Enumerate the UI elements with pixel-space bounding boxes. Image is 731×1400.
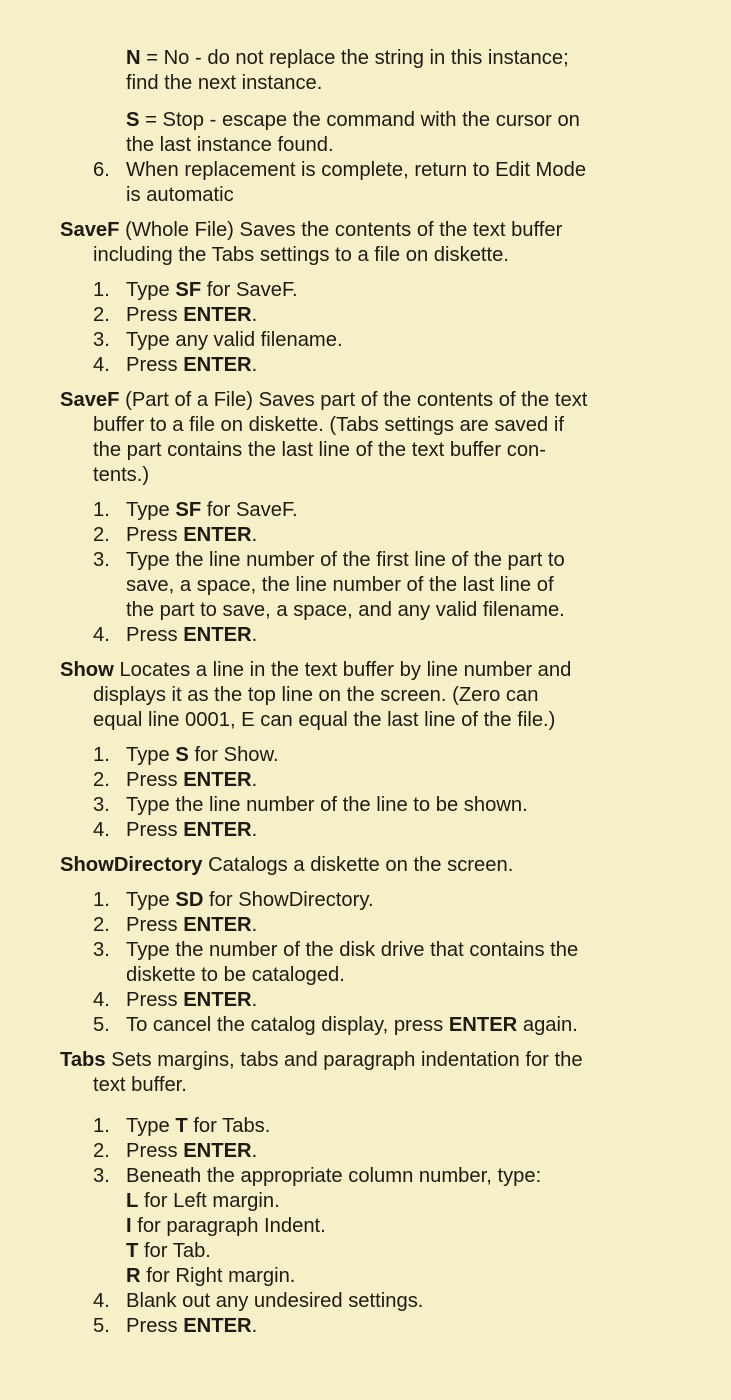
step-text: . <box>251 524 258 546</box>
entry-term: Tabs <box>60 1049 106 1071</box>
step-keyword: ENTER <box>183 354 252 376</box>
step-number: 6. <box>93 159 110 181</box>
step-item <box>0 793 701 818</box>
step-item <box>0 1139 701 1164</box>
step-item <box>0 1314 701 1339</box>
step-text: diskette to be cataloged. <box>126 964 345 986</box>
entry-savef-part <box>60 388 697 488</box>
step-number: 1. <box>93 1115 110 1137</box>
entry-desc: the part contains the last line of the text buffer con- <box>93 439 546 461</box>
step-number: 4. <box>93 1290 110 1312</box>
step-item <box>0 278 701 303</box>
step-keyword: ENTER <box>183 1315 252 1337</box>
code-key: T <box>126 1240 139 1262</box>
entry-desc: Catalogs a diskette on the screen. <box>202 854 514 876</box>
step-text: Type <box>126 889 176 911</box>
step-keyword: ENTER <box>183 1140 252 1162</box>
step-text: is automatic <box>126 184 234 206</box>
step-keyword: SF <box>175 279 202 301</box>
step-number: 2. <box>93 1140 110 1162</box>
entry-desc: equal line 0001, E can equal the last line of the file.) <box>93 709 556 731</box>
step-number: 1. <box>93 499 110 521</box>
step-item <box>0 1289 701 1314</box>
step-item <box>0 768 701 793</box>
step-text: Press <box>126 304 184 326</box>
code-text: for paragraph Indent. <box>131 1215 326 1237</box>
option-text: = No - do not replace the string in this instance; <box>140 47 569 69</box>
step-text: Press <box>126 769 184 791</box>
step-item <box>0 1114 701 1139</box>
step-text: Type <box>126 499 176 521</box>
entry-desc: (Whole File) Saves the contents of the text buffer <box>119 219 563 241</box>
step-number: 4. <box>93 354 110 376</box>
option-text: the last instance found. <box>126 134 334 156</box>
step-text: the part to save, a space, and any valid filename. <box>126 599 565 621</box>
step-item <box>0 988 701 1013</box>
step-number: 2. <box>93 304 110 326</box>
entry-desc: including the Tabs settings to a file on diskette. <box>93 244 509 266</box>
step-text: . <box>251 624 258 646</box>
code-text: for Left margin. <box>138 1190 280 1212</box>
entry-desc: (Part of a File) Saves part of the contents of the text <box>119 389 588 411</box>
step-text: Press <box>126 624 184 646</box>
option-text: = Stop - escape the command with the cursor on <box>139 109 580 131</box>
entry-desc: tents.) <box>93 464 150 486</box>
entry-desc: Sets margins, tabs and paragraph indentation for the <box>105 1049 583 1071</box>
step-keyword: ENTER <box>183 524 252 546</box>
step-number: 3. <box>93 939 110 961</box>
step-text: Press <box>126 524 184 546</box>
entry-savef-whole <box>60 218 697 268</box>
step-text: again. <box>517 1014 578 1036</box>
steps-show <box>0 743 731 843</box>
step-text: Type the line number of the line to be shown. <box>126 794 528 816</box>
step-item <box>0 548 701 623</box>
step-keyword: ENTER <box>183 914 252 936</box>
step-text: To cancel the catalog display, press <box>126 1014 449 1036</box>
step-item <box>0 938 701 988</box>
step-number: 3. <box>93 329 110 351</box>
step-item <box>0 743 701 768</box>
step-number: 2. <box>93 769 110 791</box>
step-item <box>0 888 701 913</box>
step-keyword: ENTER <box>448 1014 518 1036</box>
step-keyword: ENTER <box>183 624 252 646</box>
step-text: Press <box>126 819 184 841</box>
step-number: 3. <box>93 549 110 571</box>
step-number: 4. <box>93 624 110 646</box>
step-keyword: S <box>175 744 189 766</box>
step-text: . <box>251 354 258 376</box>
step-number: 4. <box>93 819 110 841</box>
entry-term: Show <box>60 659 114 681</box>
steps-showdirectory <box>0 888 731 1038</box>
entry-desc: buffer to a file on diskette. (Tabs settings are saved if <box>93 414 564 436</box>
step-text: Type <box>126 279 176 301</box>
entry-term: ShowDirectory <box>60 854 203 876</box>
step-text: . <box>251 819 258 841</box>
entry-term: SaveF <box>60 219 120 241</box>
code-key: R <box>126 1265 141 1287</box>
entry-desc: text buffer. <box>93 1074 187 1096</box>
option-no <box>126 46 701 96</box>
step-item <box>0 328 701 353</box>
step-text: Type the number of the disk drive that contains the <box>126 939 579 961</box>
step-text: Press <box>126 354 184 376</box>
step-number: 1. <box>93 744 110 766</box>
step-number: 4. <box>93 989 110 1011</box>
step-item <box>0 1013 701 1038</box>
step-text: Press <box>126 1140 184 1162</box>
step-text: for Tabs. <box>187 1115 271 1137</box>
entry-desc: Locates a line in the text buffer by line number and <box>113 659 572 681</box>
step-item <box>0 523 701 548</box>
step-text: Press <box>126 989 184 1011</box>
code-key: I <box>126 1215 132 1237</box>
step-text: save, a space, the line number of the last line of <box>126 574 554 596</box>
option-text: find the next instance. <box>126 72 323 94</box>
step-item <box>0 818 701 843</box>
step-text: When replacement is complete, return to Edit Mode <box>126 159 587 181</box>
option-stop <box>126 108 701 158</box>
step-number: 1. <box>93 889 110 911</box>
step-text: . <box>251 1140 258 1162</box>
step-text: Press <box>126 914 184 936</box>
step-text: Type the line number of the first line of the part to <box>126 549 565 571</box>
option-key: N <box>126 47 141 69</box>
step-item <box>0 623 701 648</box>
code-text: for Tab. <box>138 1240 211 1262</box>
entry-tabs <box>60 1048 697 1098</box>
step-keyword: ENTER <box>183 989 252 1011</box>
entry-show <box>60 658 697 733</box>
step-text: . <box>251 769 258 791</box>
step-number: 2. <box>93 914 110 936</box>
step-number: 5. <box>93 1014 110 1036</box>
step-keyword: ENTER <box>183 819 252 841</box>
step-text: . <box>251 304 258 326</box>
code-key: L <box>126 1190 139 1212</box>
step-keyword: ENTER <box>183 304 252 326</box>
step-keyword: SD <box>175 889 204 911</box>
step-text: . <box>251 914 258 936</box>
step-number: 2. <box>93 524 110 546</box>
step-number: 3. <box>93 1165 110 1187</box>
step-number: 5. <box>93 1315 110 1337</box>
step-keyword: T <box>175 1115 188 1137</box>
step-item <box>0 353 701 378</box>
entry-desc: displays it as the top line on the screen. (Zero can <box>93 684 539 706</box>
step-item <box>0 498 701 523</box>
option-key: S <box>126 109 140 131</box>
step-text: for SaveF. <box>201 279 298 301</box>
step-item <box>0 1164 701 1289</box>
step-text: . <box>251 989 258 1011</box>
entry-term: SaveF <box>60 389 120 411</box>
steps-savef-part <box>0 498 731 648</box>
step-number: 1. <box>93 279 110 301</box>
steps-tabs <box>0 1114 731 1339</box>
step-item <box>0 913 701 938</box>
step-text: for SaveF. <box>201 499 298 521</box>
step-item <box>0 158 701 208</box>
step-item <box>0 303 701 328</box>
entry-showdirectory <box>60 853 697 878</box>
code-text: for Right margin. <box>140 1265 296 1287</box>
steps-savef-whole <box>0 278 731 378</box>
step-text: Blank out any undesired settings. <box>126 1290 424 1312</box>
step-number: 3. <box>93 794 110 816</box>
step-text: Beneath the appropriate column number, type: <box>126 1165 542 1187</box>
step-text: Type <box>126 1115 176 1137</box>
step-text: for Show. <box>188 744 279 766</box>
step-text: Press <box>126 1315 184 1337</box>
step-text: . <box>251 1315 258 1337</box>
step-text: Type any valid filename. <box>126 329 343 351</box>
step-text: Type <box>126 744 176 766</box>
step-text: for ShowDirectory. <box>203 889 374 911</box>
step-keyword: ENTER <box>183 769 252 791</box>
step-keyword: SF <box>175 499 202 521</box>
